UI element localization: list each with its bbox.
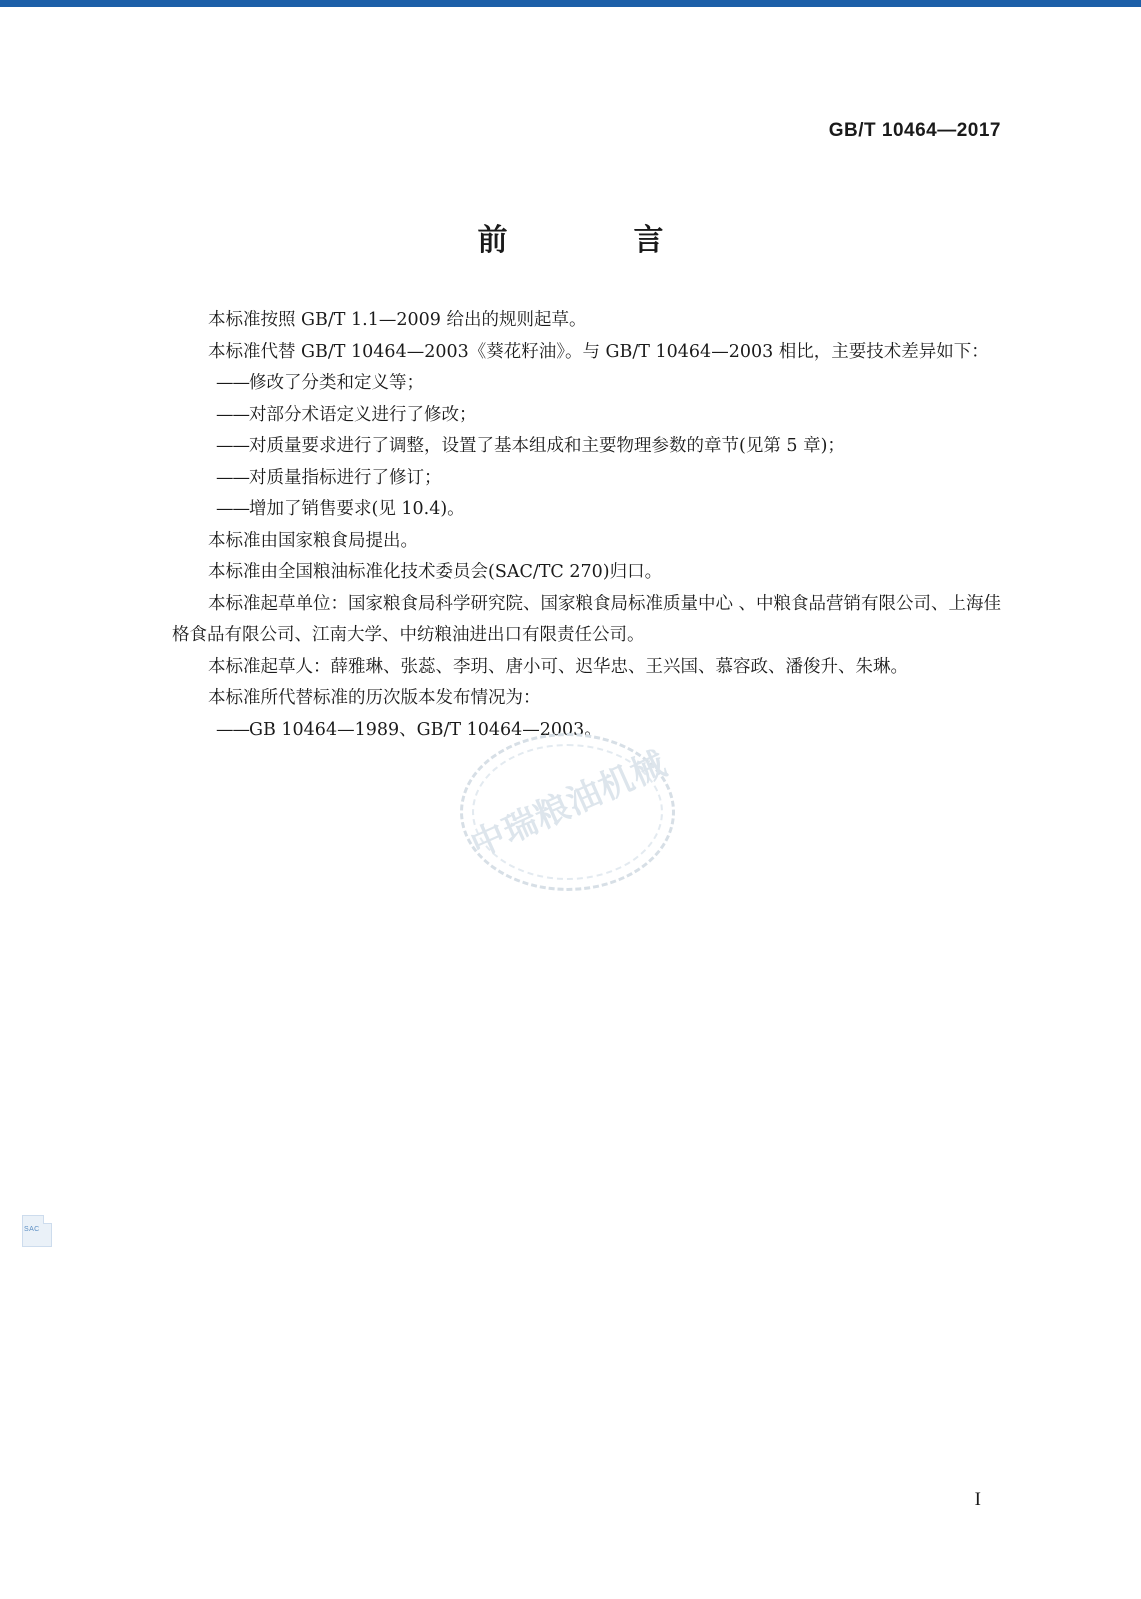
page-title: 前 言 [477, 223, 686, 258]
list-item-label: 对质量要求进行了调整，设置了基本组成和主要物理参数的章节(见第 5 章)； [249, 436, 845, 456]
list-item-label: 增加了销售要求(见 10.4)。 [249, 499, 465, 519]
paragraph: 本标准由全国粮油标准化技术委员会(SAC/TC 270)归口。 [208, 562, 663, 582]
paragraph: 本标准按照 GB/T 1.1—2009 给出的规则起草。 [208, 310, 587, 330]
standard-number: GB/T 10464—2017 [828, 120, 1001, 141]
paragraph: 本标准起草单位：国家粮食局科学研究院、国家粮食局标准质量中心 、中粮食品营销有限公司、上海佳格食品有限公司、江南大学、中纺粮油进出口有限责任公司。 [172, 593, 1002, 645]
paragraph: 本标准代替 GB/T 10464—2003《葵花籽油》。与 GB/T 10464—2003 相比，主要技术差异如下： [208, 341, 989, 362]
em-dash: —— [216, 499, 249, 519]
em-dash: —— [216, 373, 249, 393]
watermark-ring-inner [472, 744, 663, 880]
paragraph: 本标准起草人：薛雅琳、张蕊、李玥、唐小可、迟华忠、王兴国、慕容政、潘俊升、朱琳。 [208, 656, 908, 677]
list-item [172, 715, 1002, 747]
paragraph: 本标准由国家粮食局提出。 [208, 530, 418, 551]
em-dash: —— [216, 467, 249, 488]
list-item [172, 463, 1002, 495]
top-blue-bar [0, 0, 1141, 7]
sac-logo-icon [22, 1215, 52, 1247]
em-dash: —— [216, 404, 249, 425]
sac-logo-label: SAC [24, 1226, 40, 1233]
list-item-label: 修改了分类和定义等； [249, 373, 424, 393]
watermark [445, 725, 690, 900]
em-dash: —— [216, 719, 249, 740]
list-item [172, 400, 1002, 432]
list-item-label: GB 10464—1989、GB/T 10464—2003。 [249, 719, 602, 740]
page-number: I [974, 1489, 981, 1510]
list-item [172, 494, 1002, 526]
paragraph: 本标准所代替标准的历次版本发布情况为： [208, 688, 541, 708]
foreword-body [172, 305, 1002, 746]
list-item-label: 对质量指标进行了修订； [249, 467, 442, 488]
list-item-label: 对部分术语定义进行了修改； [249, 404, 477, 425]
sac-logo-corner [43, 1215, 52, 1224]
watermark-ring-outer [460, 733, 675, 891]
list-item [172, 368, 1002, 400]
watermark-text: 中瑞粮油机械 [464, 743, 673, 866]
list-item [172, 431, 1002, 463]
em-dash: —— [216, 436, 249, 456]
